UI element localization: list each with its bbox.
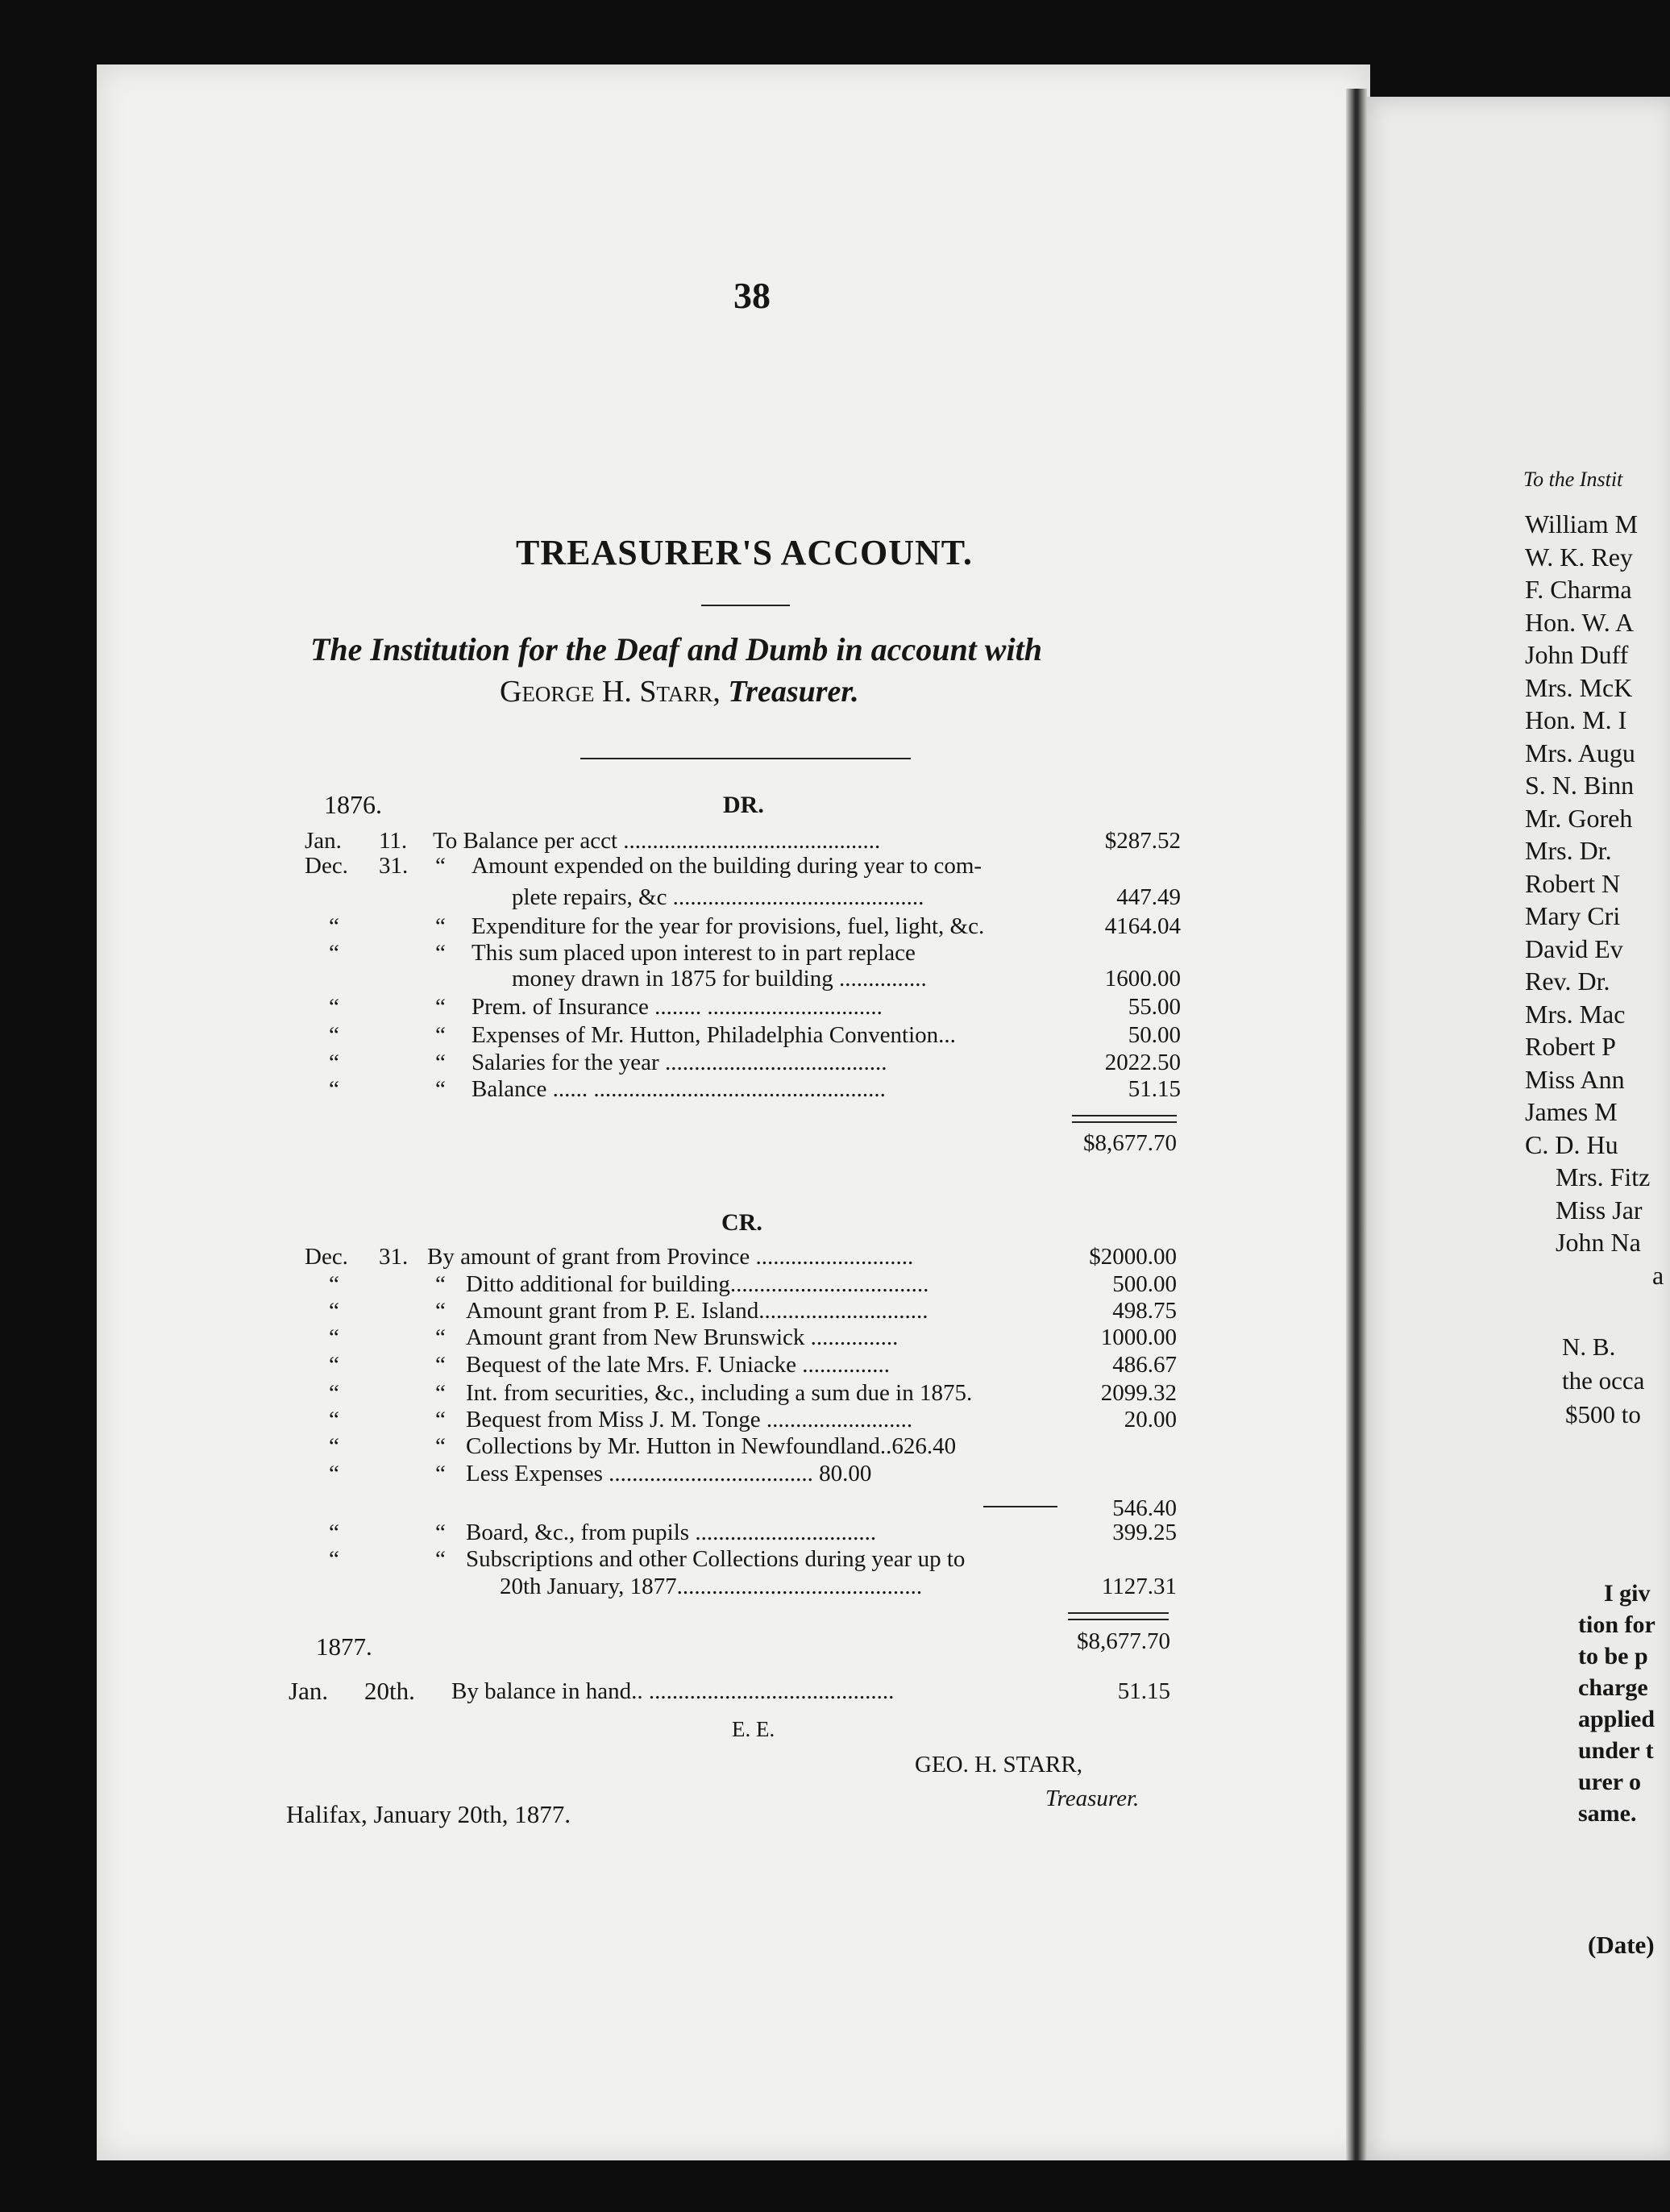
cr-total-rule-2 (1068, 1619, 1169, 1620)
entry-amount: 399.25 (1112, 1520, 1177, 1545)
entry-ditto: “ (435, 913, 446, 939)
subscriber-name: Mrs. Mac (1525, 999, 1626, 1029)
balance-amount: 51.15 (1117, 1678, 1170, 1704)
subscriber-name: Hon. W. A (1525, 607, 1635, 637)
bequest-form-line: applied (1578, 1706, 1655, 1732)
entry-date: “ (329, 1076, 339, 1102)
page-number: 38 (733, 275, 771, 316)
entry-description: Expenses of Mr. Hutton, Philadelphia Convention... (472, 1022, 956, 1048)
entry-ditto: “ (435, 1433, 446, 1459)
place-date: Halifax, January 20th, 1877. (286, 1800, 571, 1828)
balance-year: 1877. (316, 1632, 372, 1661)
entry-description: To Balance per acct ............................................ (433, 828, 881, 854)
entry-amount: 50.00 (1128, 1022, 1181, 1048)
subscriber-name: Mary Cri (1525, 901, 1621, 930)
entry-date: “ (329, 1461, 339, 1486)
entry-amount: 2022.50 (1104, 1050, 1181, 1075)
entry-ditto: “ (435, 1076, 446, 1102)
bequest-form-line: to be p (1578, 1643, 1648, 1669)
entry-amount: 1127.31 (1101, 1574, 1177, 1599)
entry-description: This sum placed upon interest to in part replace (472, 940, 916, 966)
balance-text: By balance in hand.. .......................................... (451, 1678, 895, 1704)
right-page-header: To the Instit (1523, 468, 1623, 491)
entry-date: “ (329, 913, 339, 939)
treasurer-name: George H. Starr, (500, 675, 721, 709)
subscriber-name: Rev. Dr. (1525, 967, 1610, 996)
subscriber-name: Mrs. McK (1525, 672, 1633, 702)
entry-description: Balance ...... .................................................. (472, 1076, 886, 1102)
entry-description: Expenditure for the year for provisions, fuel, light, &c. (472, 913, 985, 939)
entry-amount: $287.52 (1104, 828, 1181, 854)
entry-description: Salaries for the year ...................................... (472, 1050, 887, 1075)
entry-ditto: “ (435, 940, 446, 966)
entry-ditto: “ (435, 853, 446, 879)
entry-amount: 546.40 (1112, 1495, 1177, 1521)
entry-ditto: “ (435, 1352, 446, 1378)
entry-date: “ (329, 1271, 339, 1297)
entry-description: Collections by Mr. Hutton in Newfoundland..626.40 (466, 1433, 957, 1459)
entry-date: “ (329, 1298, 339, 1324)
page-title: TREASURER'S ACCOUNT. (516, 533, 973, 572)
subscriber-name: Mrs. Fitz (1556, 1162, 1651, 1191)
dr-total-rule-1 (1072, 1115, 1177, 1116)
subscriber-name: John Duff (1525, 640, 1629, 669)
ee-mark: E. E. (732, 1717, 775, 1741)
entry-ditto: “ (435, 1022, 446, 1048)
entry-date: “ (329, 1050, 339, 1075)
cr-total: $8,677.70 (1077, 1628, 1170, 1654)
entry-date: “ (329, 1407, 339, 1432)
entry-date: “ (329, 940, 339, 966)
subscriber-name: John Na (1556, 1228, 1641, 1257)
title-rule (701, 605, 790, 606)
bequest-form-line: tion for (1578, 1611, 1655, 1638)
entry-day: 11. (379, 828, 408, 854)
entry-ditto: “ (435, 1050, 446, 1075)
dr-total-rule-2 (1072, 1121, 1177, 1123)
dr-label: DR. (723, 792, 764, 818)
subscriber-name: F. Charma (1525, 575, 1632, 604)
entry-description: Ditto additional for building.................................. (466, 1271, 929, 1297)
subscriber-name: W. K. Rey (1525, 542, 1633, 572)
entry-amount: 55.00 (1128, 994, 1181, 1020)
balance-date: Jan. (289, 1677, 329, 1705)
entry-description: Bequest from Miss J. M. Tonge ......................... (466, 1407, 913, 1432)
entry-description: Int. from securities, &c., including a sum due in 1875. (466, 1380, 973, 1406)
entry-date: “ (329, 1352, 339, 1378)
bequest-form-line: I giv (1604, 1580, 1651, 1607)
signature-name: GEO. H. STARR, (915, 1752, 1082, 1778)
balance-day: 20th. (364, 1677, 415, 1705)
entry-ditto: “ (435, 1546, 446, 1572)
signature-role: Treasurer. (1045, 1786, 1140, 1811)
entry-amount: 486.67 (1112, 1352, 1177, 1378)
bequest-form-line: same. (1578, 1800, 1637, 1827)
treasurer-heading (500, 674, 859, 709)
cr-total-rule-1 (1068, 1612, 1169, 1614)
entry-amount: 4164.04 (1104, 913, 1181, 939)
entry-description: Less Expenses ................................... 80.00 (466, 1461, 872, 1486)
entry-description: Amount grant from New Brunswick ............... (466, 1324, 899, 1350)
right-page (1362, 97, 1670, 2160)
entry-date: Dec. (305, 853, 348, 879)
entry-ditto: “ (435, 1271, 446, 1297)
entry-ditto: “ (435, 1380, 446, 1406)
subscriber-name: S. N. Binn (1525, 771, 1635, 800)
subscriber-name: Mrs. Augu (1525, 738, 1635, 767)
entry-amount: 1600.00 (1104, 966, 1181, 992)
entry-day: 31. (379, 853, 409, 879)
entry-description: plete repairs, &c ........................................... (512, 884, 924, 910)
subscriber-name: James M (1525, 1097, 1618, 1126)
subscriber-name: Miss Jar (1556, 1195, 1643, 1224)
entry-description: 20th January, 1877.......................................... (500, 1574, 923, 1599)
dr-year: 1876. (324, 790, 382, 819)
bequest-form-line: charge (1578, 1674, 1648, 1701)
subscriber-name: Miss Ann (1525, 1064, 1625, 1094)
entry-ditto: “ (435, 1520, 446, 1545)
entry-description: Bequest of the late Mrs. F. Uniacke ............... (466, 1352, 891, 1378)
entry-date: Jan. (305, 828, 342, 854)
entry-date: “ (329, 1022, 339, 1048)
treasurer-role: Treasurer. (728, 675, 859, 709)
entry-amount: 498.75 (1112, 1298, 1177, 1324)
entry-ditto: “ (435, 1324, 446, 1350)
subscriber-name: C. D. Hu (1525, 1129, 1618, 1159)
left-page (97, 64, 1370, 2160)
subscriber-name: Mrs. Dr. (1525, 836, 1612, 865)
account-heading: The Institution for the Deaf and Dumb in account with (310, 631, 1042, 667)
date-label: (Date) (1588, 1931, 1655, 1959)
nb-note-line: $500 to (1565, 1400, 1641, 1428)
dr-total: $8,677.70 (1083, 1130, 1177, 1156)
bequest-form-line: urer o (1578, 1769, 1642, 1795)
subscriber-name: Robert N (1525, 868, 1621, 898)
cr-label: CR. (721, 1209, 762, 1236)
entry-date: “ (329, 1324, 339, 1350)
entry-description: Board, &c., from pupils ............................... (466, 1520, 877, 1545)
cr-subtotal-rule (983, 1506, 1057, 1507)
subscriber-name: Hon. M. I (1525, 705, 1627, 734)
entry-description: By amount of grant from Province ........................... (427, 1244, 914, 1270)
entry-description: Prem. of Insurance ........ .............................. (472, 994, 883, 1020)
bequest-form-line: under t (1578, 1737, 1654, 1764)
entry-date: “ (329, 1546, 339, 1572)
entry-date: Dec. (305, 1244, 348, 1270)
entry-description: Amount expended on the building during year to com- (472, 853, 982, 879)
entry-description: Subscriptions and other Collections during year up to (466, 1546, 966, 1572)
entry-ditto: “ (435, 1407, 446, 1432)
nb-note-line: the occa (1562, 1366, 1645, 1395)
entry-amount: 20.00 (1124, 1407, 1177, 1432)
entry-amount: 2099.32 (1100, 1380, 1177, 1406)
subscriber-name: Robert P (1525, 1032, 1616, 1061)
subscriber-name: William M (1525, 509, 1639, 538)
entry-amount: 51.15 (1128, 1076, 1181, 1102)
entry-amount: 447.49 (1116, 884, 1181, 910)
entry-amount: $2000.00 (1089, 1244, 1177, 1270)
entry-amount: 1000.00 (1100, 1324, 1177, 1350)
entry-description: Amount grant from P. E. Island............................. (466, 1298, 928, 1324)
subscriber-name: David Ev (1525, 933, 1623, 963)
heading-rule (580, 758, 911, 759)
entry-date: “ (329, 1520, 339, 1545)
entry-ditto: “ (435, 1298, 446, 1324)
entry-ditto: “ (435, 994, 446, 1020)
book-gutter (1346, 89, 1367, 2160)
entry-ditto: “ (435, 1461, 446, 1486)
entry-date: “ (329, 1433, 339, 1459)
nb-note-line: N. B. (1562, 1333, 1616, 1361)
entry-day: 31. (379, 1244, 409, 1270)
subscriber-name: a (1652, 1260, 1664, 1290)
entry-description: money drawn in 1875 for building ............... (512, 966, 927, 992)
entry-date: “ (329, 1380, 339, 1406)
entry-date: “ (329, 994, 339, 1020)
subscriber-name: Mr. Goreh (1525, 803, 1633, 833)
entry-amount: 500.00 (1112, 1271, 1177, 1297)
